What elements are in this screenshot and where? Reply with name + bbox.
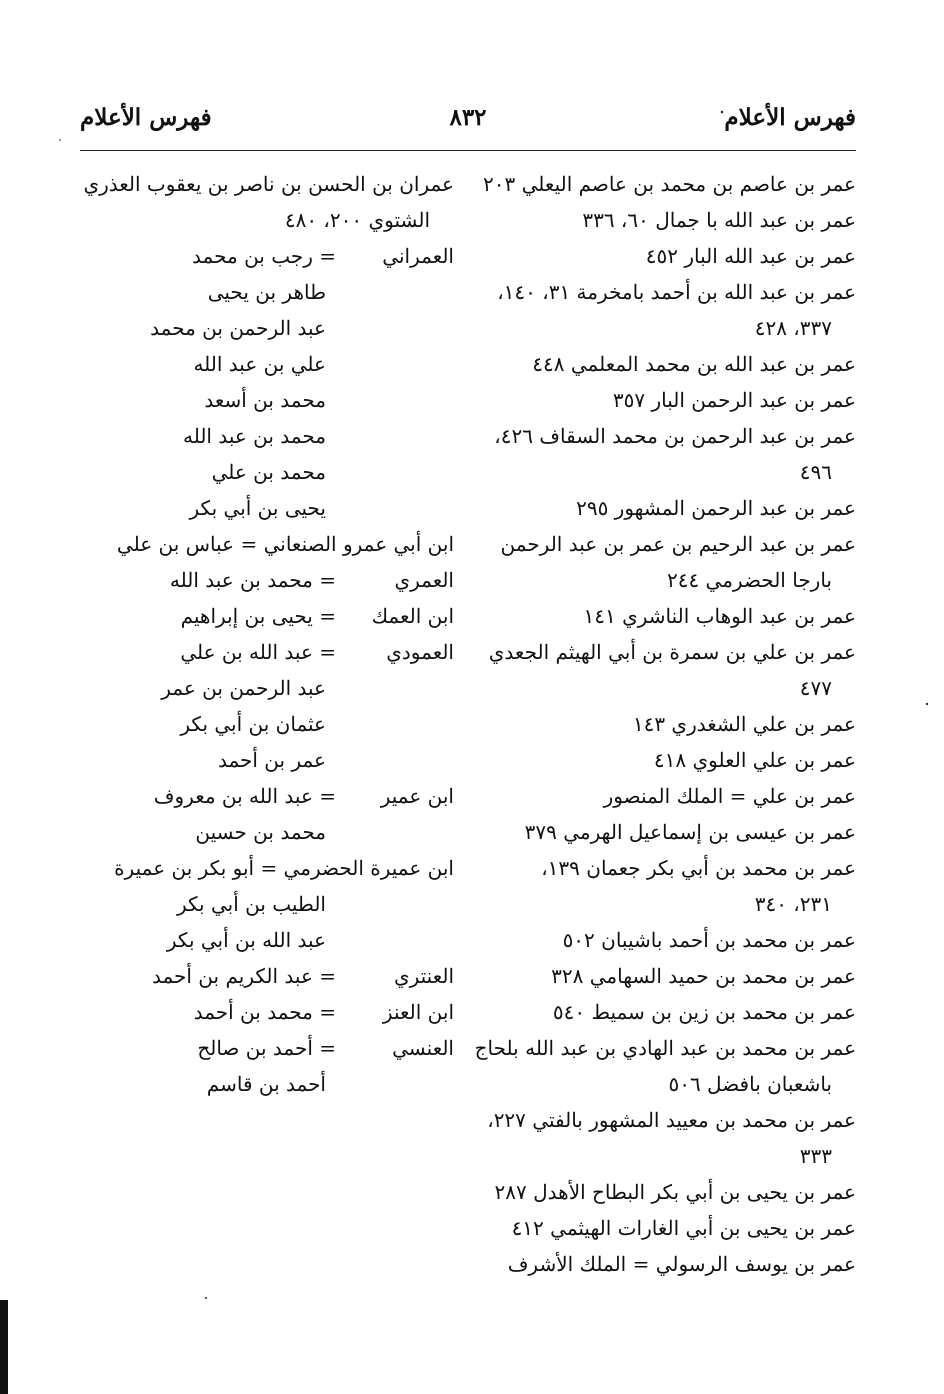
index-entry-line: ابن عميرة الحضرمي = أبو بكر بن عميرة xyxy=(114,856,454,880)
index-cross-reference: = عبد الله بن معروف xyxy=(153,784,336,808)
index-entry-label: ابن العمك xyxy=(371,604,454,628)
index-cross-reference: = عبد الكريم بن أحمد xyxy=(151,964,336,988)
index-entry-line: عمر بن عاصم بن محمد بن عاصم اليعلي ٢٠٣ xyxy=(483,172,856,196)
index-cross-reference: أحمد بن قاسم xyxy=(206,1072,326,1096)
index-cross-reference: الطيب بن أبي بكر xyxy=(176,892,326,916)
index-cross-reference: = عبد الله بن علي xyxy=(180,640,336,664)
index-entry-line: عمر بن عبد الله با جمال ٦٠، ٣٣٦ xyxy=(582,208,856,232)
index-cross-reference: محمد بن علي xyxy=(211,460,326,484)
index-cross-reference: طاهر بن يحيى xyxy=(207,280,326,304)
index-entry-line: عمر بن عبد الوهاب الناشري ١٤١ xyxy=(583,604,856,628)
index-cross-reference: = محمد بن عبد الله xyxy=(169,568,336,592)
index-entry-label: العنتري xyxy=(393,964,454,988)
index-cross-reference: عبد الرحمن بن عمر xyxy=(161,676,326,700)
index-entry-line: عمر بن محمد بن أبي بكر جعمان ١٣٩، xyxy=(541,856,856,880)
index-cross-reference: محمد بن حسين xyxy=(195,820,326,844)
index-entry-label: ابن العنز xyxy=(382,1000,454,1024)
page-number: ٨٣٢ xyxy=(449,104,487,131)
index-cross-reference: علي بن عبد الله xyxy=(193,352,326,376)
index-entry-line: عمر بن علي الشغدري ١٤٣ xyxy=(632,712,856,736)
index-entry-label: العنسي xyxy=(392,1036,454,1060)
index-entry-line: عمر بن عيسى بن إسماعيل الهرمي ٣٧٩ xyxy=(524,820,856,844)
index-entry-line: عمر بن يحيى بن أبي بكر البطاح الأهدل ٢٨٧ xyxy=(494,1180,856,1204)
index-entry-line: عمر بن عبد الله البار ٤٥٢ xyxy=(645,244,856,268)
index-cross-reference: عبد الله بن أبي بكر xyxy=(166,928,326,952)
index-entry-line: ٣٣٧، ٤٢٨ xyxy=(754,316,832,340)
index-entry-line: الشتوي ٢٠٠، ٤٨٠ xyxy=(284,208,430,232)
index-cross-reference: محمد بن عبد الله xyxy=(182,424,326,448)
index-entry-line: ابن أبي عمرو الصنعاني = عباس بن علي xyxy=(116,532,454,556)
index-entry-line: عمر بن علي = الملك المنصور xyxy=(603,784,856,808)
index-entry-line: عمر بن عبد الرحمن المشهور ٢٩٥ xyxy=(576,496,856,520)
index-entry-label: العمراني xyxy=(382,244,454,268)
index-cross-reference: عبد الرحمن بن محمد xyxy=(150,316,326,340)
index-entry-line: عمر بن محمد بن أحمد باشيبان ٥٠٢ xyxy=(562,928,856,952)
index-entry-line: عمر بن يحيى بن أبي الغارات الهيثمي ٤١٢ xyxy=(511,1216,856,1240)
index-entry-line: عمر بن محمد بن عبد الهادي بن عبد الله بلحاج xyxy=(474,1036,856,1060)
index-cross-reference: عثمان بن أبي بكر xyxy=(180,712,326,736)
index-entry-label: ابن عمير xyxy=(380,784,454,808)
index-cross-reference: عمر بن أحمد xyxy=(217,748,326,772)
index-entry-line: عمر بن عبد الرحمن البار ٣٥٧ xyxy=(612,388,856,412)
index-entry-line: ٤٩٦ xyxy=(799,460,832,484)
index-entry-line: عمر بن يوسف الرسولي = الملك الأشرف xyxy=(507,1252,856,1276)
index-entry-line: عمر بن علي العلوي ٤١٨ xyxy=(653,748,856,772)
index-entry-line: عمر بن عبد الله بن محمد المعلمي ٤٤٨ xyxy=(532,352,856,376)
index-entry-line: عمران بن الحسن بن ناصر بن يعقوب العذري xyxy=(83,172,454,196)
header-title-left: فهرس الأعلام xyxy=(80,104,212,131)
index-cross-reference: = رجب بن محمد xyxy=(192,244,336,268)
index-entry-line: بارجا الحضرمي ٢٤٤ xyxy=(666,568,832,592)
header-title-right: فهرس الأعلام xyxy=(724,104,856,131)
index-entry-label: العمودي xyxy=(386,640,454,664)
index-entry-line: عمر بن عبد الرحمن بن محمد السقاف ٤٢٦، xyxy=(494,424,856,448)
index-entry-line: عمر بن محمد بن زين بن سميط ٥٤٠ xyxy=(552,1000,856,1024)
index-cross-reference: محمد بن أسعد xyxy=(204,388,326,412)
index-entry-line: ٤٧٧ xyxy=(799,676,832,700)
index-cross-reference: = أحمد بن صالح xyxy=(197,1036,336,1060)
index-entry-line: ٢٣١، ٣٤٠ xyxy=(754,892,832,916)
index-cross-reference: = يحيى بن إبراهيم xyxy=(180,604,336,628)
index-entry-line: عمر بن علي بن سمرة بن أبي الهيثم الجعدي xyxy=(488,640,856,664)
index-entry-label: العمري xyxy=(394,568,454,592)
index-cross-reference: يحيى بن أبي بكر xyxy=(189,496,326,520)
index-cross-reference: = محمد بن أحمد xyxy=(193,1000,336,1024)
index-entry-line: عمر بن محمد بن معييد المشهور بالفتي ٢٢٧، xyxy=(487,1108,856,1132)
index-entry-line: عمر بن محمد بن حميد السهامي ٣٢٨ xyxy=(551,964,856,988)
scan-edge-shadow xyxy=(0,1300,8,1394)
index-entry-line: عمر بن عبد الله بن أحمد بامخرمة ٣١، ١٤٠، xyxy=(497,280,856,304)
index-entry-line: باشعبان بافضل ٥٠٦ xyxy=(668,1072,832,1096)
index-entry-line: ٣٣٣ xyxy=(799,1144,832,1168)
index-entry-line: عمر بن عبد الرحيم بن عمر بن عبد الرحمن xyxy=(500,532,856,556)
